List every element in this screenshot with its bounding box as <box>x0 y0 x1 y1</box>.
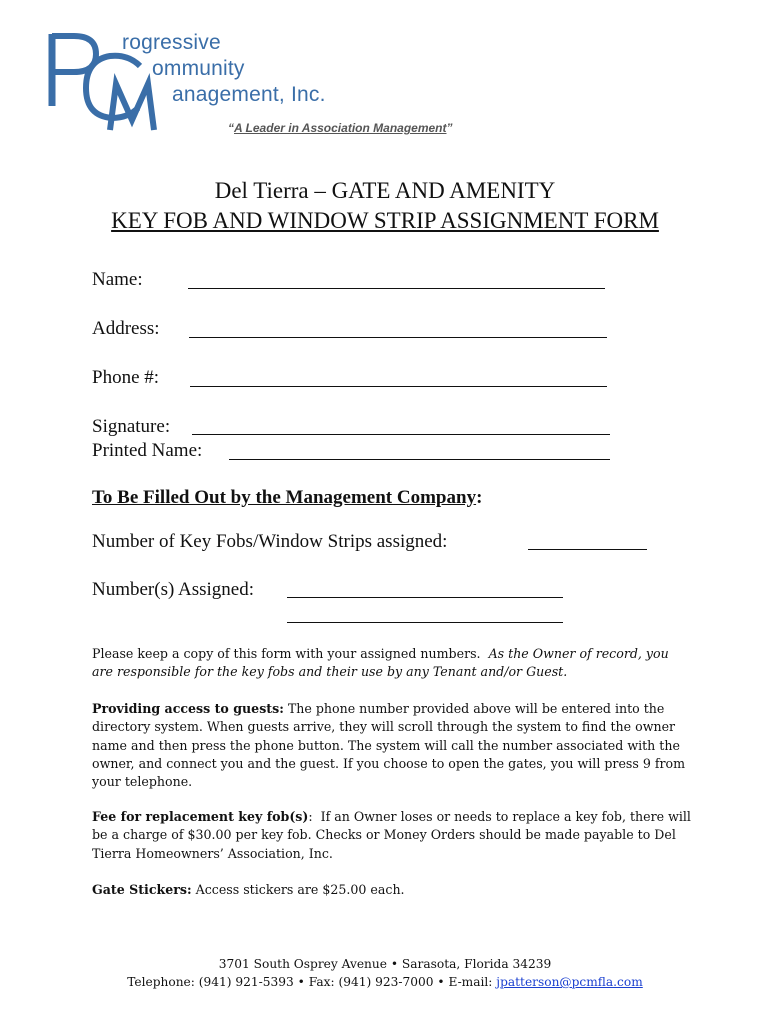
footer-address: 3701 South Osprey Avenue • Sarasota, Florida 34239 <box>218 957 552 971</box>
address-label: Address: <box>92 318 160 339</box>
printed-name-field[interactable] <box>229 459 610 460</box>
signature-field[interactable] <box>192 434 610 435</box>
logo-word-progressive: rogressive <box>122 31 221 54</box>
name-field[interactable] <box>188 288 605 289</box>
logo-word-management: anagement, Inc. <box>172 83 326 106</box>
logo-word-community: ommunity <box>152 57 245 80</box>
numbers-assigned-field-2[interactable] <box>287 622 563 623</box>
printed-name-label: Printed Name: <box>92 440 203 461</box>
phone-field[interactable] <box>190 386 607 387</box>
signature-label: Signature: <box>92 416 171 437</box>
footer-contact: Telephone: (941) 921-5393 • Fax: (941) 923-7000 • E-mail: jpatterson@pcmfla.com <box>127 975 643 989</box>
email-link[interactable]: jpatterson@pcmfla.com <box>496 975 643 989</box>
management-section-heading: To Be Filled Out by the Management Company: <box>92 487 483 508</box>
name-label: Name: <box>92 269 143 290</box>
numbers-assigned-field-1[interactable] <box>287 597 563 598</box>
replacement-fee-paragraph: Fee for replacement key fob(s): If an Owner loses or needs to replace a key fob, there will be a charge of $30.00 per key fob. Checks or Money Orders should be made payable to Del Tierra Homeowners’ Association, Inc. <box>92 809 691 861</box>
phone-label: Phone #: <box>92 367 160 388</box>
gate-stickers-paragraph: Gate Stickers: Access stickers are $25.00 each. <box>92 882 405 897</box>
form-title: Del Tierra – GATE AND AMENITY <box>214 178 556 203</box>
keep-copy-note: Please keep a copy of this form with your assigned numbers. As the Owner of record, you are responsible for the key fobs and their use by any Tenant and/or Guest. <box>92 646 669 680</box>
address-field[interactable] <box>189 337 607 338</box>
fobs-assigned-field[interactable] <box>528 549 647 550</box>
form-subtitle: KEY FOB AND WINDOW STRIP ASSIGNMENT FORM <box>111 208 659 233</box>
fobs-assigned-label: Number of Key Fobs/Window Strips assigned: <box>92 531 448 552</box>
company-logo <box>44 28 464 140</box>
numbers-assigned-label: Number(s) Assigned: <box>92 579 255 600</box>
guest-access-paragraph: Providing access to guests: The phone number provided above will be entered into the directory system. When guests arrive, they will scroll through the system to find the owner name and then press the phone button. The system will call the number associated with the owner, and connect you and the guest. If you choose to open the gates, you will press 9 from your telephone. <box>92 701 686 790</box>
logo-tagline: “A Leader in Association Management” <box>228 121 453 135</box>
